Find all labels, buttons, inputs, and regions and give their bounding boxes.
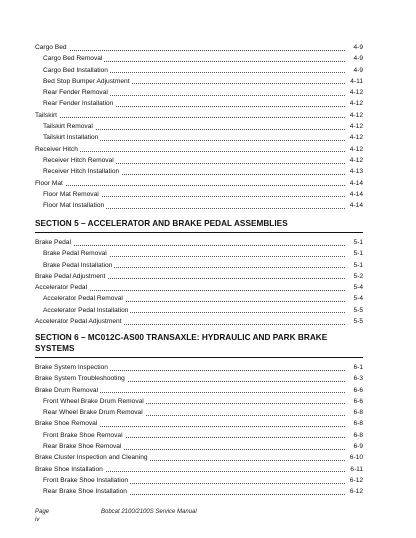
dot-leader (37, 117, 345, 118)
toc-entry-page: 6-12 (348, 475, 363, 486)
toc-entry-title: Brake System Inspection (35, 362, 110, 373)
toc-entry[interactable] (35, 155, 363, 166)
toc-entry[interactable] (35, 200, 363, 211)
toc-entry[interactable] (35, 407, 363, 418)
toc-entry-title: Accelerator Pedal (35, 282, 89, 293)
toc-entry[interactable] (35, 42, 363, 53)
toc-entry-title: Bed Stop Bumper Adjustment (43, 76, 132, 87)
toc-entry-page: 4-12 (348, 87, 363, 98)
toc-entry-page: 4-9 (351, 42, 363, 53)
toc-entry-title: Rear Fender Installation (43, 98, 115, 109)
toc-entry-title: Brake Shoe Installation (35, 464, 105, 475)
toc-entry[interactable] (35, 271, 363, 282)
toc-entry[interactable] (35, 144, 363, 155)
toc-entry-page: 6-3 (351, 373, 363, 384)
toc-entry[interactable] (35, 87, 363, 98)
toc-entry-title: Rear Fender Removal (43, 87, 110, 98)
toc-entry-title: Brake Cluster Inspection and Cleaning (35, 452, 150, 463)
toc-entry-page: 6-11 (348, 464, 363, 475)
toc-entry-page: 5-2 (351, 271, 363, 282)
toc-entry[interactable] (35, 418, 363, 429)
toc-entry[interactable] (35, 260, 363, 271)
toc-entry-title: Brake Pedal Installation (43, 260, 114, 271)
toc-entry-page: 6-1 (351, 362, 363, 373)
footer-page-label: Page iv (35, 509, 50, 523)
toc-entry[interactable] (35, 110, 363, 121)
toc-entry-title: Rear Wheel Brake Drum Removal (43, 407, 145, 418)
section5-rule (35, 232, 363, 233)
toc-entry-title: Front Brake Shoe Installation (43, 475, 130, 486)
toc-entry-title: Brake Pedal Adjustment (35, 271, 107, 282)
toc-entry-page: 4-12 (348, 155, 363, 166)
dot-leader (37, 50, 345, 51)
toc-entry-page: 6-8 (351, 407, 363, 418)
toc-entry-page: 6-6 (351, 396, 363, 407)
toc-entry-page: 4-9 (351, 53, 363, 64)
toc-entry-page: 4-14 (348, 189, 363, 200)
toc-entry-title: Floor Mat Removal (43, 189, 101, 200)
toc-entry-title: Accelerator Pedal Adjustment (35, 316, 124, 327)
toc-entry[interactable] (35, 166, 363, 177)
dot-leader (37, 185, 345, 186)
toc-entry-title: Front Brake Shoe Removal (43, 430, 125, 441)
section6-heading-line1: SECTION 6 – MC012C-AS00 TRANSAXLE: HYDRAULIC AND PARK BRAKE (35, 333, 328, 342)
toc-group-section6 (35, 362, 363, 498)
toc-entry-page: 5-1 (351, 260, 363, 271)
toc-entry-title: Front Wheel Brake Drum Removal (43, 396, 146, 407)
toc-entry-page: 4-14 (348, 178, 363, 189)
toc-entry-title: Accelerator Pedal Removal (43, 293, 125, 304)
toc-entry[interactable] (35, 441, 363, 452)
toc-entry-title: Tailskirt (35, 110, 59, 121)
toc-entry[interactable] (35, 475, 363, 486)
toc-entry-title: Rear Brake Shoe Removal (43, 441, 123, 452)
toc-entry-title: Brake Drum Removal (35, 385, 100, 396)
toc-entry-page: 6-12 (348, 486, 363, 497)
toc-entry[interactable] (35, 98, 363, 109)
toc-entry[interactable] (35, 65, 363, 76)
toc-entry[interactable] (35, 189, 363, 200)
toc-entry-page: 4-14 (348, 200, 363, 211)
dot-leader (37, 151, 345, 152)
toc-entry[interactable] (35, 237, 363, 248)
toc-entry[interactable] (35, 396, 363, 407)
toc-entry-title: Brake Pedal Removal (43, 248, 109, 259)
toc-entry-title: Cargo Bed Removal (43, 53, 104, 64)
toc-entry-title: Cargo Bed (35, 42, 69, 53)
toc-entry-title: Cargo Bed Installation (43, 65, 110, 76)
toc-entry-title: Brake Shoe Removal (35, 418, 99, 429)
dot-leader (37, 245, 345, 246)
toc-entry-page: 4-12 (348, 132, 363, 143)
footer-manual-title: Bobcat 2100/2100S Service Manual (101, 509, 197, 515)
toc-entry[interactable] (35, 53, 363, 64)
toc-entry[interactable] (35, 316, 363, 327)
toc-entry[interactable] (35, 362, 363, 373)
toc-entry[interactable] (35, 464, 363, 475)
section6-heading-line2: SYSTEMS (35, 343, 75, 353)
toc-entry-title: Brake System Troubleshooting (35, 373, 127, 384)
section6-heading (35, 333, 365, 354)
toc-entry-page: 4-12 (348, 144, 363, 155)
toc-entry-page: 6-10 (348, 452, 363, 463)
toc-entry-page: 6-6 (351, 385, 363, 396)
toc-entry-page: 5-5 (351, 305, 363, 316)
toc-entry[interactable] (35, 282, 363, 293)
toc-entry[interactable] (35, 76, 363, 87)
toc-entry-title: Floor Mat Installation (43, 200, 106, 211)
toc-entry-title: Accelerator Pedal Installation (43, 305, 130, 316)
toc-entry[interactable] (35, 121, 363, 132)
toc-entry-page: 4-12 (348, 98, 363, 109)
toc-entry-page: 4-13 (348, 166, 363, 177)
toc-entry[interactable] (35, 293, 363, 304)
toc-entry-page: 4-11 (348, 76, 363, 87)
toc-entry[interactable] (35, 385, 363, 396)
toc-entry-page: 4-12 (348, 121, 363, 132)
section6-rule (35, 357, 363, 358)
toc-entry-page: 5-4 (351, 293, 363, 304)
toc-entry[interactable] (35, 132, 363, 143)
toc-entry-title: Rear Brake Shoe Installation (43, 486, 129, 497)
toc-entry-title: Receiver Hitch Installation (43, 166, 121, 177)
toc-entry-page: 6-8 (351, 430, 363, 441)
toc-entry-title: Tailskirt Removal (43, 121, 95, 132)
toc-entry-page: 5-1 (351, 237, 363, 248)
toc-entry[interactable] (35, 486, 363, 497)
toc-entry-page: 5-5 (351, 316, 363, 327)
toc-entry-title: Receiver Hitch (35, 144, 80, 155)
toc-entry-page: 5-4 (351, 282, 363, 293)
toc-entry[interactable] (35, 178, 363, 189)
toc-entry[interactable] (35, 248, 363, 259)
toc-entry-page: 4-12 (348, 110, 363, 121)
toc-entry-page: 6-8 (351, 418, 363, 429)
toc-entry[interactable] (35, 452, 363, 463)
toc-entry[interactable] (35, 373, 363, 384)
toc-entry-page: 6-9 (351, 441, 363, 452)
toc-entry[interactable] (35, 305, 363, 316)
toc-entry[interactable] (35, 430, 363, 441)
toc-group-section4 (35, 42, 363, 211)
toc-entry-title: Brake Pedal (35, 237, 73, 248)
toc-group-section5 (35, 237, 363, 327)
section5-heading: SECTION 5 – ACCELERATOR AND BRAKE PEDAL ASSEMBLIES (35, 219, 288, 228)
toc-entry-title: Receiver Hitch Removal (43, 155, 116, 166)
toc-entry-page: 5-1 (351, 248, 363, 259)
toc-entry-page: 4-9 (351, 65, 363, 76)
toc-entry-title: Floor Mat (35, 178, 65, 189)
toc-entry-title: Tailskirt Installation (43, 132, 100, 143)
